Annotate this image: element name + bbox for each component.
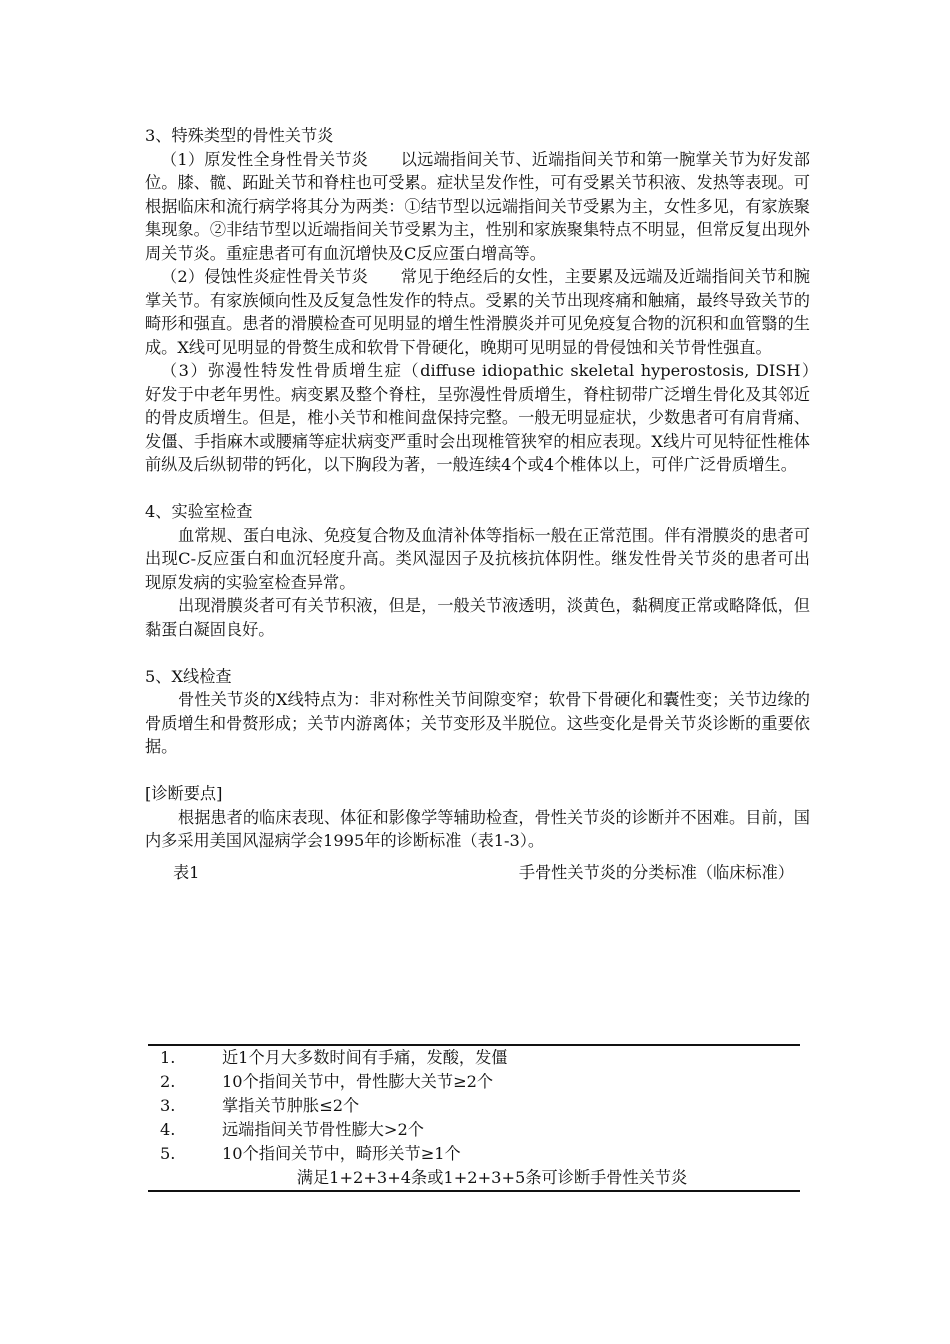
row-number: 4. [160, 1120, 176, 1139]
table-footer-row [148, 1166, 800, 1191]
section-4-paragraph-1: 血常规、蛋白电泳、免疫复合物及血清补体等指标一般在正常范围。伴有滑膜炎的患者可出现C-反应蛋白和血沉轻度升高。类风湿因子及抗核抗体阴性。继发性骨关节炎的患者可出现原发病的实验室检查异常。 [145, 525, 810, 592]
section-3-paragraph-1: （1）原发性全身性骨关节炎 以远端指间关节、近端指间关节和第一腕掌关节为好发部位。膝、髋、跖趾关节和脊柱也可受累。症状呈发作性，可有受累关节积液、发热等表现。可根据临床和流行病学将其分为两类：①结节型以远端指间关节受累为主，女性多见，有家族聚集现象。②非结节型以近端指间关节受累为主，性别和家族聚集特点不明显，但常反复出现外周关节炎。重症患者可有血沉增快及C反应蛋白增高等。 [145, 149, 810, 263]
table-row [148, 1118, 800, 1142]
section-5-paragraph-1: 骨性关节炎的X线特点为：非对称性关节间隙变窄；软骨下骨硬化和囊性变；关节边缘的骨质增生和骨赘形成；关节内游离体；关节变形及半脱位。这些变化是骨关节炎诊断的重要依据。 [145, 690, 810, 756]
row-number: 1. [160, 1048, 176, 1067]
row-number: 2. [160, 1072, 176, 1091]
row-number: 3. [160, 1096, 176, 1115]
table-row [148, 1094, 800, 1118]
diagnosis-heading: [诊断要点] [145, 784, 223, 803]
spacer [145, 641, 810, 665]
criteria-table [148, 1044, 800, 1192]
row-text: 10个指间关节中，畸形关节≥1个 [222, 1144, 461, 1163]
row-text: 远端指间关节骨性膨大>2个 [222, 1120, 424, 1139]
diagnosis-paragraph-1: 根据患者的临床表现、体征和影像学等辅助检查，骨性关节炎的诊断并不困难。目前，国内多采用美国风湿病学会1995年的诊断标准（表1-3）。 [145, 807, 810, 850]
row-number: 5. [160, 1144, 176, 1163]
table-title: 手骨性关节炎的分类标准（临床标准） [518, 862, 794, 882]
row-text: 掌指关节肿胀≤2个 [222, 1096, 360, 1115]
section-3-paragraph-3: （3）弥漫性特发性骨质增生症（diffuse idiopathic skeletal hyperostosis, DISH） 好发于中老年男性。病变累及整个脊柱，呈弥漫性骨质增生，脊柱韧带广泛增生骨化及其邻近的骨皮质增生。但是，椎小关节和椎间盘保持完整。一般无明显症状，少数患者可有肩背痛、发僵、手指麻木或腰痛等症状病变严重时会出现椎管狭窄的相应表现。X线片可见特征性椎体前纵及后纵韧带的钙化，以下胸段为著，一般连续4个或4个椎体以上，可伴广泛骨质增生。 [145, 361, 832, 474]
section-5-heading: 5、X线检查 [145, 666, 232, 686]
spacer [145, 759, 810, 783]
table-caption [145, 861, 810, 885]
section-4-heading: 4、实验室检查 [145, 502, 253, 521]
table-row [148, 1070, 800, 1094]
table-row [148, 1142, 800, 1166]
table-footer: 满足1+2+3+4条或1+2+3+5条可诊断手骨性关节炎 [296, 1168, 688, 1187]
table-row [148, 1045, 800, 1070]
document-body [145, 124, 832, 885]
table-label: 表1 [173, 862, 200, 882]
row-text: 10个指间关节中，骨性膨大关节≥2个 [222, 1072, 494, 1091]
row-text: 近1个月大多数时间有手痛，发酸，发僵 [222, 1048, 508, 1067]
section-4-paragraph-2: 出现滑膜炎者可有关节积液，但是，一般关节液透明，淡黄色，黏稠度正常或略降低，但黏蛋白凝固良好。 [145, 596, 810, 639]
section-3-paragraph-2: （2）侵蚀性炎症性骨关节炎 常见于绝经后的女性，主要累及远端及近端指间关节和腕掌关节。有家族倾向性及反复急性发作的特点。受累的关节出现疼痛和触痛，最终导致关节的畸形和强直。患者的滑膜检查可见明显的增生性滑膜炎并可见免疫复合物的沉积和血管翳的生成。X线可见明显的骨赘生成和软骨下骨硬化，晚期可见明显的骨侵蚀和关节骨性强直。 [145, 267, 810, 357]
spacer [145, 477, 810, 501]
section-3-heading: 3、特殊类型的骨性关节炎 [145, 126, 334, 145]
